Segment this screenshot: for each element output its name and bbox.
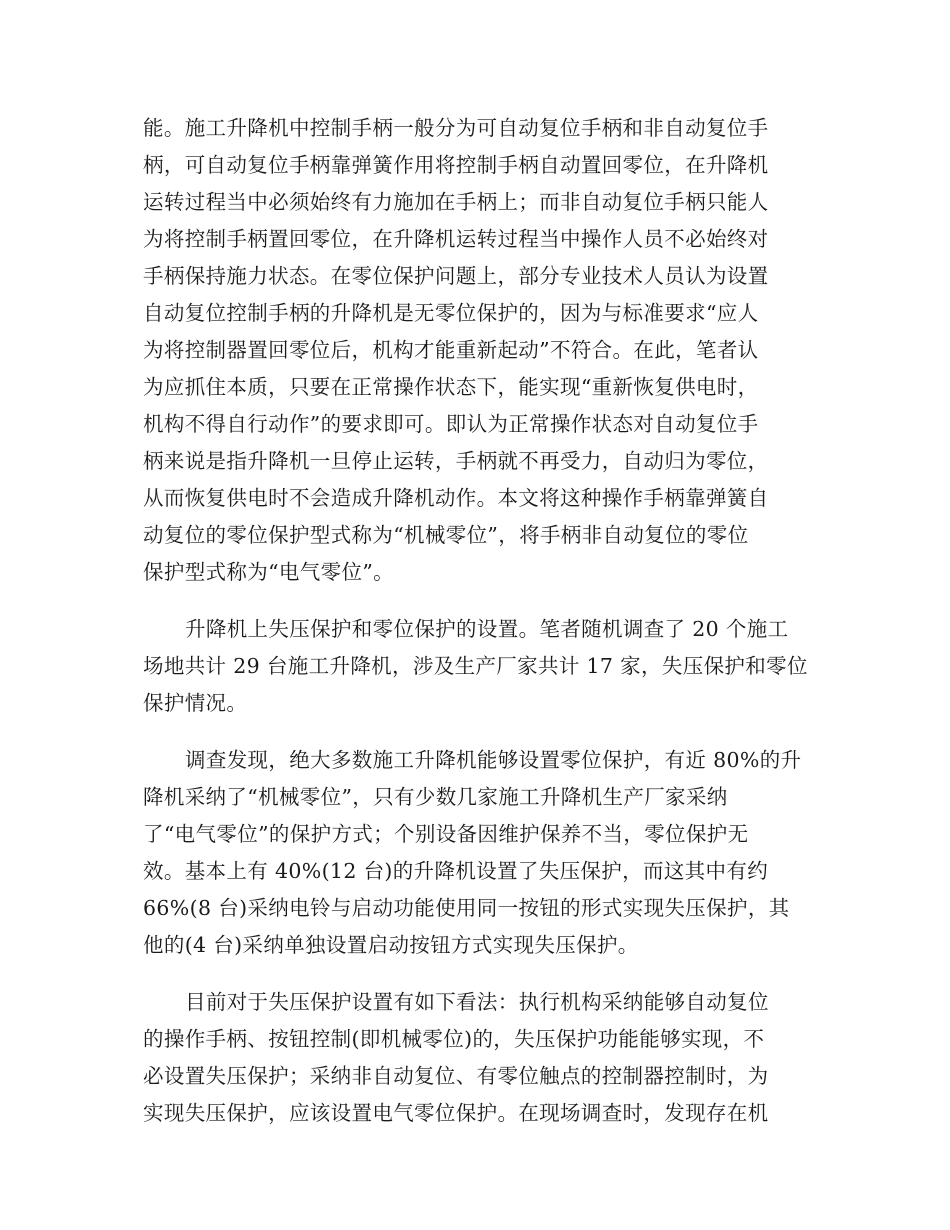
text-line: 手柄保持施力状态。在零位保护问题上，部分专业技术人员认为设置	[143, 264, 769, 288]
text-line: 为将控制手柄置回零位，在升降机运转过程当中操作人员不必始终对	[143, 227, 769, 251]
paragraph-zero-position-types	[143, 110, 808, 591]
text-line: 降机采纳了“机械零位”，只有少数几家施工升降机生产厂家采纳	[143, 785, 728, 809]
text-line: 他的(4 台)采纳单独设置启动按钮方式实现失压保护。	[143, 933, 639, 957]
text-line: 场地共计 29 台施工升降机，涉及生产厂家共计 17 家，失压保护和零位	[143, 654, 808, 678]
paragraph-voltage-loss-views	[143, 984, 808, 1132]
text-line: 保护情况。	[143, 691, 248, 715]
text-line: 运转过程当中必须始终有力施加在手柄上；而非自动复位手柄只能人	[143, 190, 769, 214]
text-line: 调查发现，绝大多数施工升降机能够设置零位保护，有近 80%的升	[185, 748, 802, 772]
text-line: 为应抓住本质，只要在正常操作状态下，能实现“重新恢复供电时，	[143, 375, 759, 399]
text-line: 必设置失压保护；采纳非自动复位、有零位触点的控制器控制时，为	[143, 1064, 769, 1088]
text-line: 自动复位控制手柄的升降机是无零位保护的，因为与标准要求“应人	[143, 301, 759, 325]
text-line: 能。施工升降机中控制手柄一般分为可自动复位手柄和非自动复位手	[143, 116, 769, 140]
text-line: 效。基本上有 40%(12 台)的升降机设置了失压保护，而这其中有约	[143, 859, 769, 883]
text-line: 升降机上失压保护和零位保护的设置。笔者随机调查了 20 个施工	[185, 617, 789, 641]
paragraph-survey-setup	[143, 611, 808, 722]
paragraph-survey-findings	[143, 742, 808, 964]
text-line: 柄，可自动复位手柄靠弹簧作用将控制手柄自动置回零位，在升降机	[143, 153, 769, 177]
text-line: 为将控制器置回零位后，机构才能重新起动”不符合。在此，笔者认	[143, 338, 759, 362]
text-line: 动复位的零位保护型式称为“机械零位”，将手柄非自动复位的零位	[143, 523, 749, 547]
text-line: 目前对于失压保护设置有如下看法：执行机构采纳能够自动复位	[185, 990, 769, 1014]
text-line: 机构不得自行动作”的要求即可。即认为正常操作状态对自动复位手	[143, 412, 759, 436]
text-line: 保护型式称为“电气零位”。	[143, 560, 395, 584]
text-line: 的操作手柄、按钮控制(即机械零位)的，失压保护功能能够实现，不	[143, 1027, 765, 1051]
text-line: 柄来说是指升降机一旦停止运转，手柄就不再受力，自动归为零位，	[143, 449, 769, 473]
text-line: 实现失压保护，应该设置电气零位保护。在现场调查时，发现存在机	[143, 1101, 769, 1125]
text-line: 了“电气零位”的保护方式；个别设备因维护保养不当，零位保护无	[143, 822, 749, 846]
text-line: 从而恢复供电时不会造成升降机动作。本文将这种操作手柄靠弹簧自	[143, 486, 769, 510]
text-line: 66%(8 台)采纳电铃与启动功能使用同一按钮的形式实现失压保护，其	[143, 896, 790, 920]
